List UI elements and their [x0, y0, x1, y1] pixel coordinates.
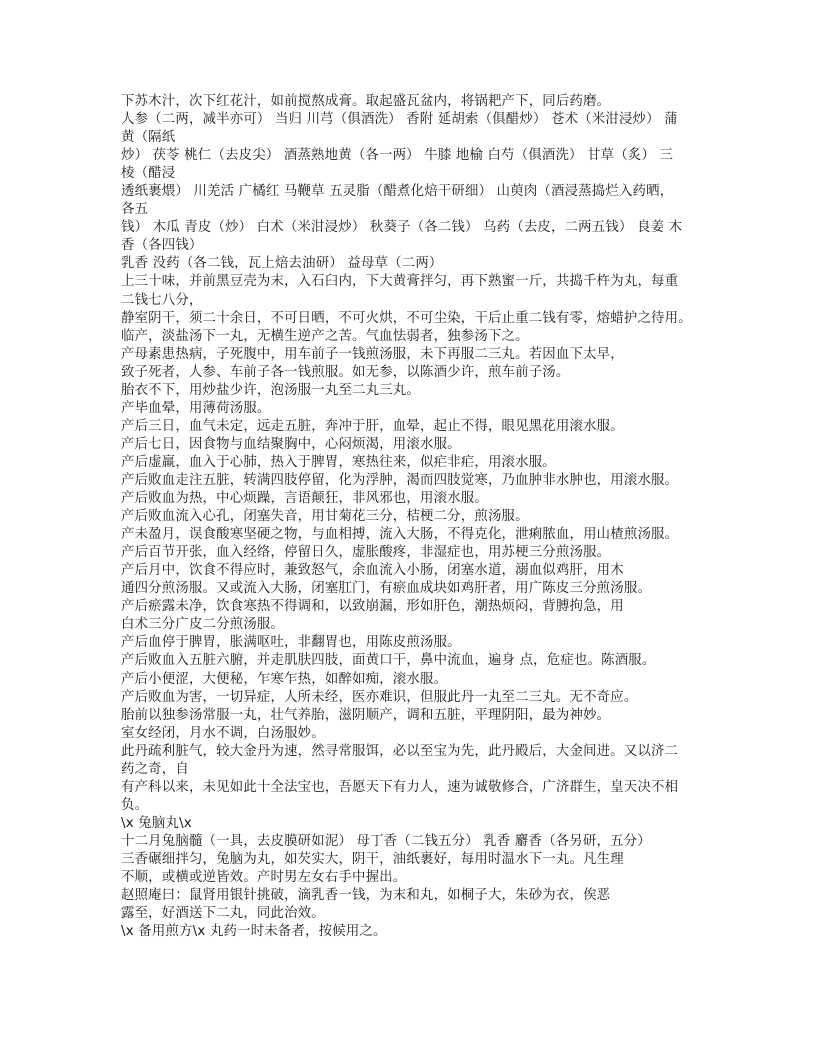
text-line: 产后败血流入心孔，闭塞失音，用甘菊花三分，桔梗二分，煎汤服。 [121, 509, 529, 525]
text-line: 产母素患热病，子死腹中，用车前子一钱煎汤服，未下再服二三丸。若因血下太早， [121, 346, 624, 362]
text-line: 棱（醋浸 [121, 166, 176, 182]
text-line: 产后败血为热，中心烦躁，言语颠狂，非风邪也，用滚水服。 [121, 491, 488, 507]
text-line: 不顺，或横或逆皆效。产时男左女右手中握出。 [121, 870, 407, 886]
text-line: 透纸裹煨） 川羌活 广橘红 马鞭草 五灵脂（醋煮化焙干研细） 山萸肉（酒浸蒸捣烂入药晒， [121, 184, 674, 200]
text-line: 室女经闭，月水不调，白汤服妙。 [121, 725, 325, 741]
text-line: 产毕血晕，用薄荷汤服。 [121, 400, 271, 416]
text-line: 药之奇，自 [121, 761, 189, 777]
text-line: 产后败血为害，一切异症，人所未经，医亦难识，但服此丹一丸至二三丸。无不奇应。 [121, 689, 638, 705]
text-line: 钱） 木瓜 青皮（炒） 白术（米泔浸炒） 秋葵子（各二钱） 乌药（去皮，二两五钱） 良姜 木 [121, 220, 683, 236]
document-page [121, 93, 701, 941]
text-line: 静室阴干，须二十余日，不可日晒，不可火烘，不可尘染，干后止重二钱有零，熔蜡护之待用。 [121, 310, 692, 326]
text-line: 胎衣不下，用炒盐少许，泡汤服一丸至二丸三丸。 [121, 382, 420, 398]
text-line: 负。 [121, 797, 149, 813]
text-line: 有产科以来，未见如此十全法宝也，吾愿天下有力人，速为诚敬修合，广济群生，皇天决不相 [121, 779, 679, 795]
text-line: 此丹疏利脏气，较大金丹为速，然寻常服饵，必以至宝为先，此丹殿后，大金间进。又以济二 [121, 743, 679, 759]
text-line: 致子死者，人参、车前子各一钱煎服。如无参，以陈酒少许，煎车前子汤。 [121, 364, 570, 380]
text-line: 二钱七八分， [121, 292, 203, 308]
text-line: 赵照庵曰：鼠肾用银针挑破，滴乳香一钱，为末和丸，如桐子大，朱砂为衣，俟恶 [121, 888, 611, 904]
text-line: 产后瘀露未净，饮食寒热不得调和，以致崩漏，形如肝色，潮热烦闷，背膊拘急，用 [121, 599, 624, 615]
text-line: 胎前以独参汤常服一丸，壮气养胎，滋阴顺产，调和五脏，平理阴阳，最为神妙。 [121, 707, 611, 723]
text-line: 白术三分广皮二分煎汤服。 [121, 617, 285, 633]
text-line: 产后七日，因食物与血结聚胸中，心闷烦渴，用滚水服。 [121, 436, 461, 452]
text-line: 产后小便涩，大便秘，乍寒乍热，如醉如痴，滚水服。 [121, 671, 448, 687]
text-line: 香（各四钱） [121, 238, 203, 254]
text-line: 产后三日，血气未定，远走五脏，奔冲于肝，血晕，起止不得，眼见黑花用滚水服。 [121, 418, 624, 434]
section-heading: \x 兔脑丸\x [121, 815, 192, 831]
text-line: 各五 [121, 202, 149, 218]
text-line: 产后血停于脾胃，胀满呕吐，非翻胃也，用陈皮煎汤服。 [121, 635, 461, 651]
text-line: 产后月中，饮食不得应时，兼致怒气，余血流入小肠，闭塞水道，溺血似鸡肝，用木 [121, 563, 624, 579]
text-line: 十二月兔脑髓（一具，去皮膜研如泥） 母丁香（二钱五分） 乳香 麝香（各另研，五分） [121, 833, 651, 849]
text-line: 产后败血走注五脏，转满四肢停留，化为浮肿，渴而四肢觉寒，乃血肿非水肿也，用滚水服。 [121, 472, 679, 488]
text-line: 产未盈月，误食酸寒坚硬之物，与血相搏，流入大肠，不得克化，泄痢脓血，用山楂煎汤服。 [121, 527, 679, 543]
section-heading: \x 备用煎方\x 丸药一时未备者，按候用之。 [121, 924, 387, 940]
text-line: 露至，好酒送下二丸，同此治效。 [121, 906, 325, 922]
text-line: 通四分煎汤服。又或流入大肠，闭塞肛门，有瘀血成块如鸡肝者，用广陈皮三分煎汤服。 [121, 581, 652, 597]
text-line: 下苏木汁，次下红花汁，如前搅熬成膏。取起盛瓦盆内，将锅耙产下，同后药磨。 [121, 94, 611, 109]
text-line: 产后败血入五脏六腑，并走肌肤四肢，面黄口干，鼻中流血，遍身 点，危症也。陈酒服。 [121, 653, 656, 669]
text-line: 黄（隔纸 [121, 130, 176, 146]
text-line: 三香碾细拌匀，兔脑为丸，如芡实大，阴干，油纸裹好，每用时温水下一丸。凡生理 [121, 851, 624, 867]
text-line: 乳香 没药（各二钱，瓦上焙去油研） 益母草（二两） [121, 256, 443, 272]
text-line: 上三十味，并前黑豆壳为末，入石臼内，下大黄膏拌匀，再下熟蜜一斤，共捣千杵为丸，每重 [121, 274, 679, 290]
text-line: 临产，淡盐汤下一丸，无横生逆产之苦。气血怯弱者，独参汤下之。 [121, 328, 529, 344]
text-line: 产后虚羸，血入于心肺，热入于脾胃，寒热往来，似疟非疟，用滚水服。 [121, 454, 556, 470]
text-line: 炒） 茯苓 桃仁（去皮尖） 酒蒸熟地黄（各一两） 牛膝 地榆 白芍（俱酒洗） 甘草（炙） 三 [121, 148, 674, 164]
text-line: 产后百节开张，血入经络，停留日久，虚胀酸疼，非湿症也，用苏梗三分煎汤服。 [121, 545, 611, 561]
text-line: 人参（二两，减半亦可） 当归 川芎（俱酒洗） 香附 延胡索（俱醋炒） 苍术（米泔浸炒） 蒲 [121, 112, 678, 128]
